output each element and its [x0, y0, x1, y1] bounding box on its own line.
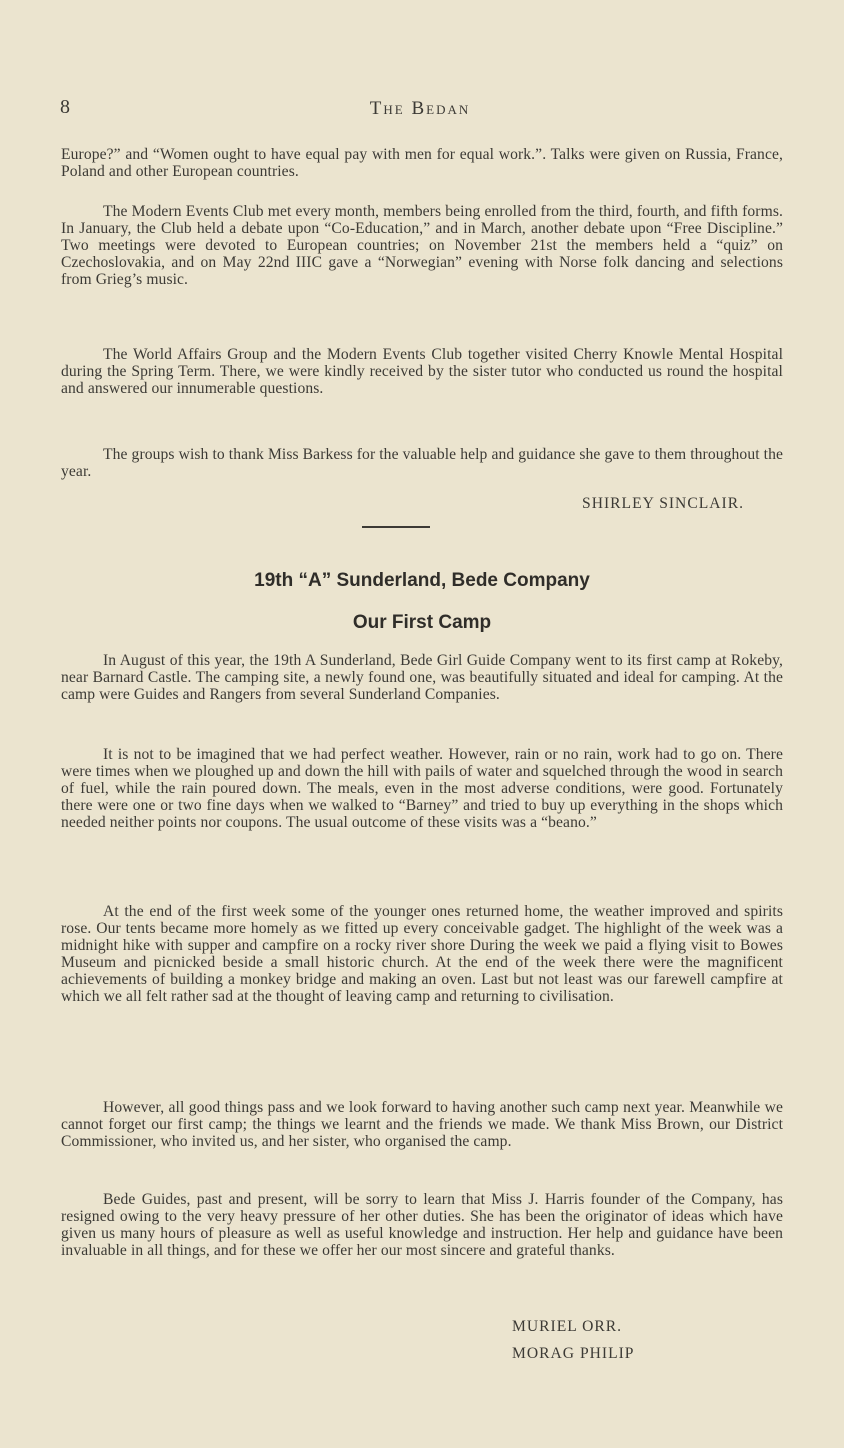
section-divider	[362, 526, 430, 528]
paragraph: At the end of the first week some of the younger ones returned home, the weather improved and spirits rose. Our tents became more homely as we fitted up every conceivable gadget. The highlight of the week was a midnight hike with supper and campfire on a rocky river shore During the week we paid a flying visit to Bowes Museum and picnicked beside a small historic church. At the end of the week there were the magnificent achievements of building a monkey bridge and making an oven. Last but not least was our farewell campfire at which we all felt rather sad at the thought of leaving camp and returning to civilisation.	[61, 903, 783, 1005]
signature: SHIRLEY SINCLAIR.	[582, 495, 744, 512]
paragraph: In August of this year, the 19th A Sunderland, Bede Girl Guide Company went to its first camp at Rokeby, near Barnard Castle. The camping site, a newly found one, was beautifully situated and ideal for camping. At the camp were Guides and Rangers from several Sunderland Companies.	[61, 652, 783, 703]
signature: MORAG PHILIP	[512, 1345, 635, 1362]
running-title: The Bedan	[369, 98, 471, 119]
page-header	[60, 96, 780, 126]
paragraph: The Modern Events Club met every month, members being enrolled from the third, fourth, and fifth forms. In January, the Club held a debate upon “Co-Education,” and in March, another debate upon “Free Discipline.” Two meetings were devoted to European countries; on November 21st the members held a “quiz” on Czechoslovakia, and on May 22nd IIIC gave a “Norwegian” evening with Norse folk dancing and selections from Grieg’s music.	[61, 203, 783, 288]
section-subtitle: Our First Camp	[352, 612, 492, 633]
signature: MURIEL ORR.	[512, 1318, 623, 1335]
paragraph: Europe?” and “Women ought to have equal pay with men for equal work.”. Talks were given on Russia, France, Poland and other European countries.	[61, 146, 783, 180]
section-title: 19th “A” Sunderland, Bede Company	[254, 570, 590, 591]
paragraph: Bede Guides, past and present, will be sorry to learn that Miss J. Harris founder of the Company, has resigned owing to the very heavy pressure of her other duties. She has been the originator of ideas which have given us many hours of pleasure as well as useful knowledge and instruction. Her help and guidance have been invaluable in all things, and for these we offer her our most sincere and grateful thanks.	[61, 1191, 783, 1259]
page-number: 8	[60, 96, 70, 118]
paragraph: It is not to be imagined that we had perfect weather. However, rain or no rain, work had to go on. There were times when we ploughed up and down the hill with pails of water and squelched through the wood in search of fuel, while the rain poured down. The meals, even in the most adverse conditions, were good. Fortunately there were one or two fine days when we walked to “Barney” and tried to buy up everything in the shops which needed neither points nor coupons. The usual outcome of these visits was a “beano.”	[61, 746, 783, 831]
paragraph: The groups wish to thank Miss Barkess for the valuable help and guidance she gave to them throughout the year.	[61, 446, 783, 480]
paragraph: However, all good things pass and we look forward to having another such camp next year. Meanwhile we cannot forget our first camp; the things we learnt and the friends we made. We thank Miss Brown, our District Commissioner, who invited us, and her sister, who organised the camp.	[61, 1099, 783, 1150]
paragraph: The World Affairs Group and the Modern Events Club together visited Cherry Knowle Mental Hospital during the Spring Term. There, we were kindly received by the sister tutor who conducted us round the hospital and answered our innumerable questions.	[61, 346, 783, 397]
